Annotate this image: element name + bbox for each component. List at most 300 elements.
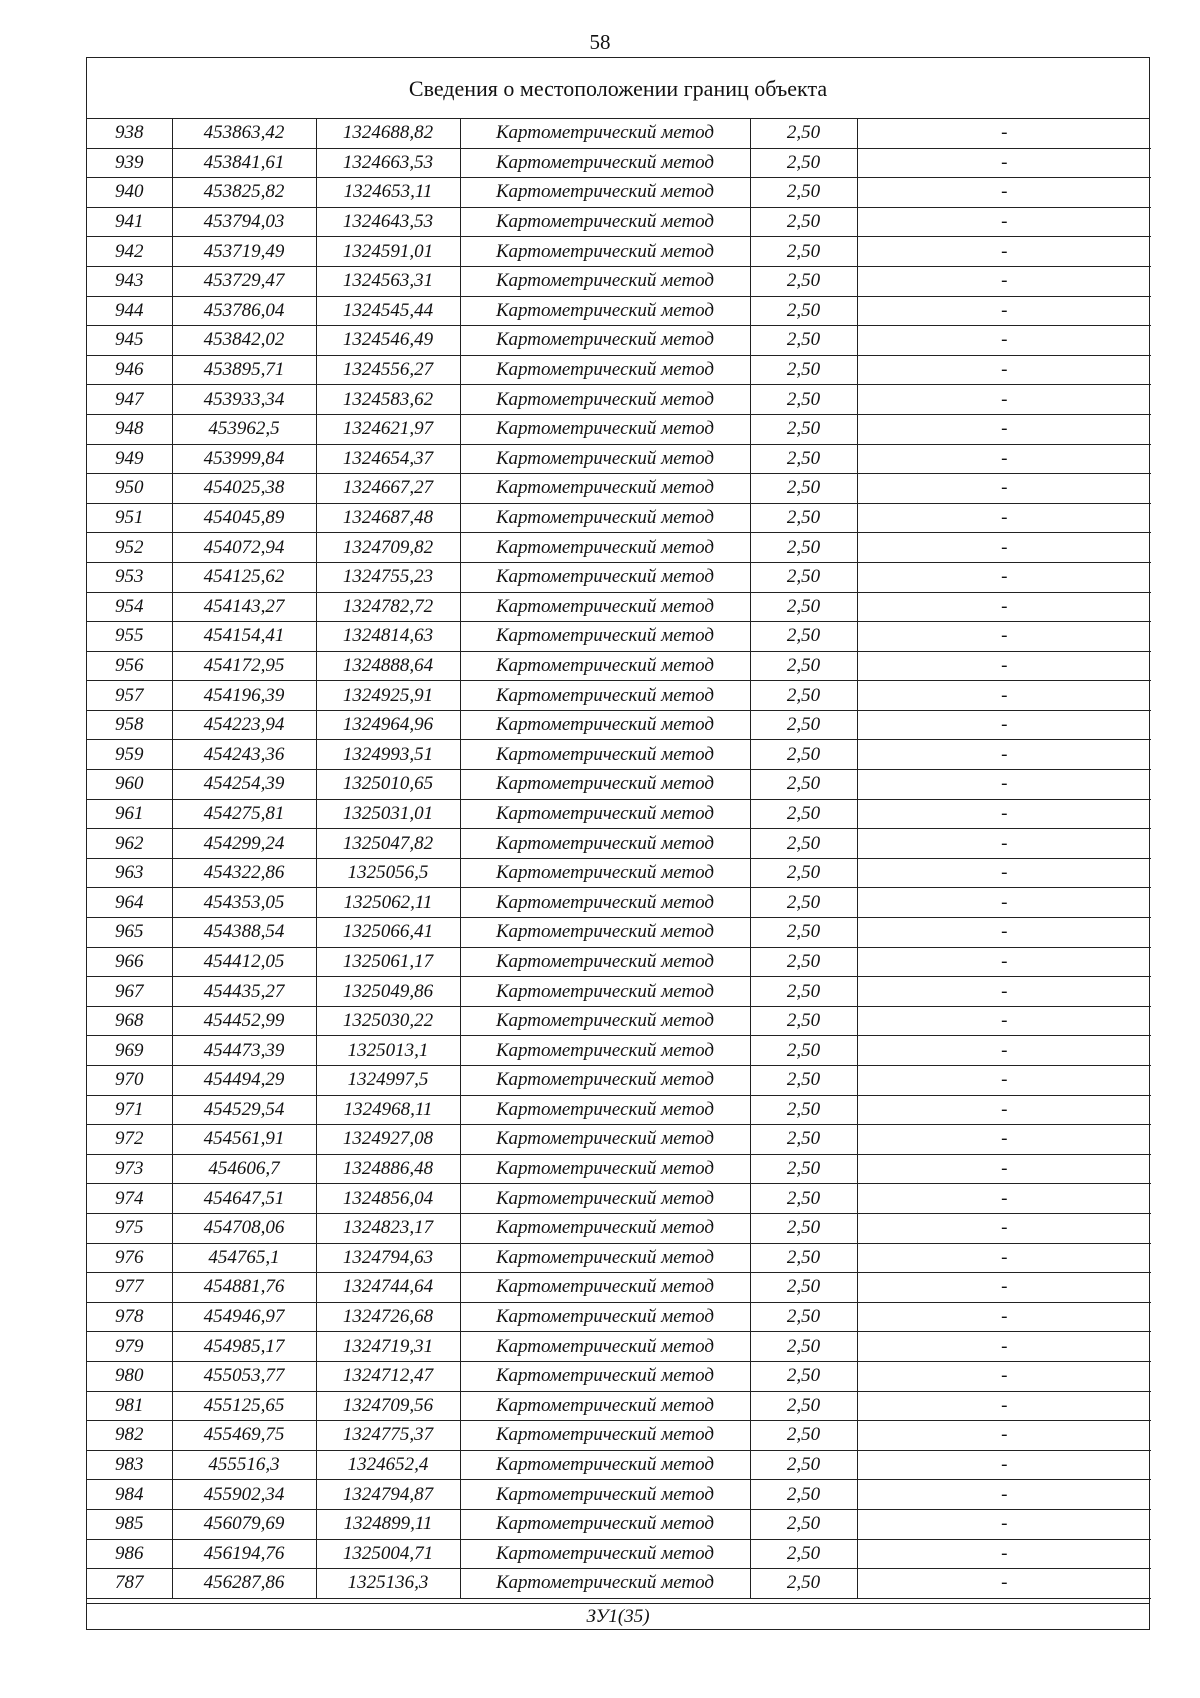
point-number-cell: 945 — [87, 326, 172, 356]
description-cell: - — [857, 296, 1151, 326]
coordinates-table-body — [87, 119, 1151, 1598]
x-coordinate-cell: 454606,7 — [172, 1154, 316, 1184]
x-coordinate-cell: 453842,02 — [172, 326, 316, 356]
y-coordinate-cell: 1324755,23 — [316, 562, 460, 592]
accuracy-cell: 2,50 — [750, 1509, 857, 1539]
description-cell: - — [857, 237, 1151, 267]
x-coordinate-cell: 454223,94 — [172, 710, 316, 740]
point-number-cell: 939 — [87, 148, 172, 178]
point-number-cell: 950 — [87, 474, 172, 504]
y-coordinate-cell: 1324744,64 — [316, 1273, 460, 1303]
x-coordinate-cell: 455053,77 — [172, 1361, 316, 1391]
point-number-cell: 951 — [87, 503, 172, 533]
table-row — [87, 148, 1151, 178]
point-number-cell: 972 — [87, 1125, 172, 1155]
point-number-cell: 983 — [87, 1450, 172, 1480]
table-row — [87, 178, 1151, 208]
method-cell: Картометрический метод — [460, 710, 750, 740]
x-coordinate-cell: 454125,62 — [172, 562, 316, 592]
point-number-cell: 955 — [87, 622, 172, 652]
y-coordinate-cell: 1325047,82 — [316, 829, 460, 859]
accuracy-cell: 2,50 — [750, 414, 857, 444]
x-coordinate-cell: 455516,3 — [172, 1450, 316, 1480]
method-cell: Картометрический метод — [460, 622, 750, 652]
accuracy-cell: 2,50 — [750, 355, 857, 385]
y-coordinate-cell: 1325013,1 — [316, 1036, 460, 1066]
method-cell: Картометрический метод — [460, 444, 750, 474]
x-coordinate-cell: 453863,42 — [172, 119, 316, 148]
method-cell: Картометрический метод — [460, 414, 750, 444]
method-cell: Картометрический метод — [460, 592, 750, 622]
x-coordinate-cell: 454985,17 — [172, 1332, 316, 1362]
point-number-cell: 959 — [87, 740, 172, 770]
description-cell: - — [857, 1539, 1151, 1569]
description-cell: - — [857, 1332, 1151, 1362]
table-row — [87, 1125, 1151, 1155]
method-cell: Картометрический метод — [460, 1509, 750, 1539]
x-coordinate-cell: 454881,76 — [172, 1273, 316, 1303]
accuracy-cell: 2,50 — [750, 385, 857, 415]
table-row — [87, 1302, 1151, 1332]
accuracy-cell: 2,50 — [750, 1332, 857, 1362]
accuracy-cell: 2,50 — [750, 829, 857, 859]
table-row — [87, 474, 1151, 504]
description-cell: - — [857, 444, 1151, 474]
point-number-cell: 963 — [87, 858, 172, 888]
method-cell: Картометрический метод — [460, 296, 750, 326]
y-coordinate-cell: 1324688,82 — [316, 119, 460, 148]
y-coordinate-cell: 1325010,65 — [316, 770, 460, 800]
x-coordinate-cell: 454254,39 — [172, 770, 316, 800]
point-number-cell: 984 — [87, 1480, 172, 1510]
y-coordinate-cell: 1325136,3 — [316, 1569, 460, 1599]
accuracy-cell: 2,50 — [750, 977, 857, 1007]
y-coordinate-cell: 1324993,51 — [316, 740, 460, 770]
accuracy-cell: 2,50 — [750, 562, 857, 592]
method-cell: Картометрический метод — [460, 1421, 750, 1451]
table-row — [87, 710, 1151, 740]
point-number-cell: 968 — [87, 1006, 172, 1036]
table-row — [87, 681, 1151, 711]
y-coordinate-cell: 1324888,64 — [316, 651, 460, 681]
accuracy-cell: 2,50 — [750, 622, 857, 652]
table-row — [87, 1036, 1151, 1066]
table-row — [87, 977, 1151, 1007]
x-coordinate-cell: 454435,27 — [172, 977, 316, 1007]
y-coordinate-cell: 1324719,31 — [316, 1332, 460, 1362]
y-coordinate-cell: 1325031,01 — [316, 799, 460, 829]
description-cell: - — [857, 414, 1151, 444]
method-cell: Картометрический метод — [460, 207, 750, 237]
y-coordinate-cell: 1324583,62 — [316, 385, 460, 415]
y-coordinate-cell: 1324654,37 — [316, 444, 460, 474]
table-row — [87, 858, 1151, 888]
x-coordinate-cell: 456287,86 — [172, 1569, 316, 1599]
method-cell: Картометрический метод — [460, 562, 750, 592]
description-cell: - — [857, 562, 1151, 592]
table-row — [87, 1391, 1151, 1421]
point-number-cell: 967 — [87, 977, 172, 1007]
page-number: 58 — [589, 30, 611, 54]
description-cell: - — [857, 1006, 1151, 1036]
description-cell: - — [857, 740, 1151, 770]
description-cell: - — [857, 1066, 1151, 1096]
x-coordinate-cell: 454494,29 — [172, 1066, 316, 1096]
table-row — [87, 414, 1151, 444]
y-coordinate-cell: 1324775,37 — [316, 1421, 460, 1451]
accuracy-cell: 2,50 — [750, 1184, 857, 1214]
x-coordinate-cell: 453794,03 — [172, 207, 316, 237]
y-coordinate-cell: 1324709,56 — [316, 1391, 460, 1421]
accuracy-cell: 2,50 — [750, 799, 857, 829]
description-cell: - — [857, 1421, 1151, 1451]
accuracy-cell: 2,50 — [750, 266, 857, 296]
accuracy-cell: 2,50 — [750, 503, 857, 533]
method-cell: Картометрический метод — [460, 829, 750, 859]
x-coordinate-cell: 453825,82 — [172, 178, 316, 208]
point-number-cell: 973 — [87, 1154, 172, 1184]
method-cell: Картометрический метод — [460, 1450, 750, 1480]
x-coordinate-cell: 454243,36 — [172, 740, 316, 770]
x-coordinate-cell: 454353,05 — [172, 888, 316, 918]
description-cell: - — [857, 1184, 1151, 1214]
y-coordinate-cell: 1324712,47 — [316, 1361, 460, 1391]
table-row — [87, 1569, 1151, 1599]
accuracy-cell: 2,50 — [750, 651, 857, 681]
description-cell: - — [857, 888, 1151, 918]
method-cell: Картометрический метод — [460, 1125, 750, 1155]
y-coordinate-cell: 1324709,82 — [316, 533, 460, 563]
table-row — [87, 237, 1151, 267]
table-row — [87, 1421, 1151, 1451]
table-row — [87, 503, 1151, 533]
y-coordinate-cell: 1324545,44 — [316, 296, 460, 326]
accuracy-cell: 2,50 — [750, 444, 857, 474]
table-row — [87, 1213, 1151, 1243]
accuracy-cell: 2,50 — [750, 1154, 857, 1184]
table-row — [87, 207, 1151, 237]
method-cell: Картометрический метод — [460, 1036, 750, 1066]
table-row — [87, 562, 1151, 592]
x-coordinate-cell: 454072,94 — [172, 533, 316, 563]
y-coordinate-cell: 1324925,91 — [316, 681, 460, 711]
x-coordinate-cell: 453719,49 — [172, 237, 316, 267]
accuracy-cell: 2,50 — [750, 888, 857, 918]
point-number-cell: 947 — [87, 385, 172, 415]
description-cell: - — [857, 148, 1151, 178]
description-cell: - — [857, 681, 1151, 711]
x-coordinate-cell: 454708,06 — [172, 1213, 316, 1243]
description-cell: - — [857, 1095, 1151, 1125]
description-cell: - — [857, 1302, 1151, 1332]
point-number-cell: 941 — [87, 207, 172, 237]
point-number-cell: 970 — [87, 1066, 172, 1096]
accuracy-cell: 2,50 — [750, 770, 857, 800]
table-row — [87, 355, 1151, 385]
accuracy-cell: 2,50 — [750, 681, 857, 711]
method-cell: Картометрический метод — [460, 119, 750, 148]
x-coordinate-cell: 456079,69 — [172, 1509, 316, 1539]
description-cell: - — [857, 178, 1151, 208]
x-coordinate-cell: 455902,34 — [172, 1480, 316, 1510]
description-cell: - — [857, 474, 1151, 504]
description-cell: - — [857, 1450, 1151, 1480]
method-cell: Картометрический метод — [460, 503, 750, 533]
method-cell: Картометрический метод — [460, 1213, 750, 1243]
accuracy-cell: 2,50 — [750, 1125, 857, 1155]
table-row — [87, 622, 1151, 652]
method-cell: Картометрический метод — [460, 918, 750, 948]
point-number-cell: 949 — [87, 444, 172, 474]
accuracy-cell: 2,50 — [750, 947, 857, 977]
point-number-cell: 946 — [87, 355, 172, 385]
x-coordinate-cell: 454647,51 — [172, 1184, 316, 1214]
accuracy-cell: 2,50 — [750, 740, 857, 770]
y-coordinate-cell: 1324794,63 — [316, 1243, 460, 1273]
y-coordinate-cell: 1325049,86 — [316, 977, 460, 1007]
accuracy-cell: 2,50 — [750, 237, 857, 267]
description-cell: - — [857, 119, 1151, 148]
accuracy-cell: 2,50 — [750, 1213, 857, 1243]
table-row — [87, 651, 1151, 681]
description-cell: - — [857, 1213, 1151, 1243]
point-number-cell: 979 — [87, 1332, 172, 1362]
y-coordinate-cell: 1325066,41 — [316, 918, 460, 948]
table-row — [87, 740, 1151, 770]
y-coordinate-cell: 1324667,27 — [316, 474, 460, 504]
table-row — [87, 296, 1151, 326]
point-number-cell: 969 — [87, 1036, 172, 1066]
y-coordinate-cell: 1324823,17 — [316, 1213, 460, 1243]
point-number-cell: 958 — [87, 710, 172, 740]
accuracy-cell: 2,50 — [750, 1450, 857, 1480]
description-cell: - — [857, 385, 1151, 415]
y-coordinate-cell: 1324782,72 — [316, 592, 460, 622]
x-coordinate-cell: 455125,65 — [172, 1391, 316, 1421]
y-coordinate-cell: 1324643,53 — [316, 207, 460, 237]
description-cell: - — [857, 829, 1151, 859]
table-row — [87, 1154, 1151, 1184]
table-row — [87, 1184, 1151, 1214]
description-cell: - — [857, 1361, 1151, 1391]
method-cell: Картометрический метод — [460, 1154, 750, 1184]
method-cell: Картометрический метод — [460, 178, 750, 208]
point-number-cell: 961 — [87, 799, 172, 829]
point-number-cell: 952 — [87, 533, 172, 563]
description-cell: - — [857, 503, 1151, 533]
point-number-cell: 962 — [87, 829, 172, 859]
method-cell: Картометрический метод — [460, 1361, 750, 1391]
method-cell: Картометрический метод — [460, 858, 750, 888]
point-number-cell: 964 — [87, 888, 172, 918]
table-row — [87, 947, 1151, 977]
accuracy-cell: 2,50 — [750, 178, 857, 208]
object-code: ЗУ1(35) — [87, 1603, 1149, 1629]
accuracy-cell: 2,50 — [750, 1302, 857, 1332]
x-coordinate-cell: 455469,75 — [172, 1421, 316, 1451]
x-coordinate-cell: 453999,84 — [172, 444, 316, 474]
y-coordinate-cell: 1325056,5 — [316, 858, 460, 888]
method-cell: Картометрический метод — [460, 326, 750, 356]
accuracy-cell: 2,50 — [750, 148, 857, 178]
x-coordinate-cell: 456194,76 — [172, 1539, 316, 1569]
point-number-cell: 942 — [87, 237, 172, 267]
point-number-cell: 978 — [87, 1302, 172, 1332]
x-coordinate-cell: 454452,99 — [172, 1006, 316, 1036]
table-row — [87, 385, 1151, 415]
table-row — [87, 1450, 1151, 1480]
method-cell: Картометрический метод — [460, 1273, 750, 1303]
table-row — [87, 1539, 1151, 1569]
table-row — [87, 1361, 1151, 1391]
point-number-cell: 971 — [87, 1095, 172, 1125]
x-coordinate-cell: 454045,89 — [172, 503, 316, 533]
description-cell: - — [857, 1480, 1151, 1510]
method-cell: Картометрический метод — [460, 266, 750, 296]
y-coordinate-cell: 1324886,48 — [316, 1154, 460, 1184]
accuracy-cell: 2,50 — [750, 858, 857, 888]
method-cell: Картометрический метод — [460, 1243, 750, 1273]
description-cell: - — [857, 977, 1151, 1007]
x-coordinate-cell: 453895,71 — [172, 355, 316, 385]
method-cell: Картометрический метод — [460, 888, 750, 918]
y-coordinate-cell: 1324856,04 — [316, 1184, 460, 1214]
method-cell: Картометрический метод — [460, 385, 750, 415]
x-coordinate-cell: 454299,24 — [172, 829, 316, 859]
accuracy-cell: 2,50 — [750, 1243, 857, 1273]
description-cell: - — [857, 326, 1151, 356]
point-number-cell: 957 — [87, 681, 172, 711]
description-cell: - — [857, 592, 1151, 622]
description-cell: - — [857, 1391, 1151, 1421]
description-cell: - — [857, 266, 1151, 296]
accuracy-cell: 2,50 — [750, 592, 857, 622]
accuracy-cell: 2,50 — [750, 1361, 857, 1391]
method-cell: Картометрический метод — [460, 148, 750, 178]
point-number-cell: 981 — [87, 1391, 172, 1421]
description-cell: - — [857, 207, 1151, 237]
table-row — [87, 326, 1151, 356]
x-coordinate-cell: 453933,34 — [172, 385, 316, 415]
method-cell: Картометрический метод — [460, 355, 750, 385]
method-cell: Картометрический метод — [460, 1066, 750, 1096]
accuracy-cell: 2,50 — [750, 710, 857, 740]
description-cell: - — [857, 622, 1151, 652]
description-cell: - — [857, 918, 1151, 948]
point-number-cell: 986 — [87, 1539, 172, 1569]
y-coordinate-cell: 1324652,4 — [316, 1450, 460, 1480]
y-coordinate-cell: 1324794,87 — [316, 1480, 460, 1510]
description-cell: - — [857, 947, 1151, 977]
method-cell: Картометрический метод — [460, 1391, 750, 1421]
y-coordinate-cell: 1324814,63 — [316, 622, 460, 652]
table-row — [87, 1332, 1151, 1362]
method-cell: Картометрический метод — [460, 977, 750, 1007]
description-cell: - — [857, 1273, 1151, 1303]
table-row — [87, 918, 1151, 948]
accuracy-cell: 2,50 — [750, 1036, 857, 1066]
table-row — [87, 266, 1151, 296]
description-cell: - — [857, 1125, 1151, 1155]
accuracy-cell: 2,50 — [750, 1539, 857, 1569]
x-coordinate-cell: 454154,41 — [172, 622, 316, 652]
table-row — [87, 592, 1151, 622]
point-number-cell: 977 — [87, 1273, 172, 1303]
table-row — [87, 444, 1151, 474]
point-number-cell: 960 — [87, 770, 172, 800]
table-row — [87, 829, 1151, 859]
x-coordinate-cell: 454275,81 — [172, 799, 316, 829]
method-cell: Картометрический метод — [460, 799, 750, 829]
method-cell: Картометрический метод — [460, 1569, 750, 1599]
description-cell: - — [857, 651, 1151, 681]
y-coordinate-cell: 1324997,5 — [316, 1066, 460, 1096]
accuracy-cell: 2,50 — [750, 1569, 857, 1599]
point-number-cell: 975 — [87, 1213, 172, 1243]
description-cell: - — [857, 710, 1151, 740]
x-coordinate-cell: 454412,05 — [172, 947, 316, 977]
y-coordinate-cell: 1324927,08 — [316, 1125, 460, 1155]
description-cell: - — [857, 1243, 1151, 1273]
y-coordinate-cell: 1324899,11 — [316, 1509, 460, 1539]
point-number-cell: 980 — [87, 1361, 172, 1391]
x-coordinate-cell: 454196,39 — [172, 681, 316, 711]
point-number-cell: 956 — [87, 651, 172, 681]
y-coordinate-cell: 1325062,11 — [316, 888, 460, 918]
x-coordinate-cell: 454025,38 — [172, 474, 316, 504]
x-coordinate-cell: 454946,97 — [172, 1302, 316, 1332]
method-cell: Картометрический метод — [460, 740, 750, 770]
x-coordinate-cell: 454388,54 — [172, 918, 316, 948]
y-coordinate-cell: 1324546,49 — [316, 326, 460, 356]
table-row — [87, 1095, 1151, 1125]
point-number-cell: 982 — [87, 1421, 172, 1451]
table-row — [87, 1006, 1151, 1036]
x-coordinate-cell: 454172,95 — [172, 651, 316, 681]
method-cell: Картометрический метод — [460, 1332, 750, 1362]
table-row — [87, 533, 1151, 563]
method-cell: Картометрический метод — [460, 1480, 750, 1510]
point-number-cell: 938 — [87, 119, 172, 148]
method-cell: Картометрический метод — [460, 1302, 750, 1332]
method-cell: Картометрический метод — [460, 533, 750, 563]
table-row — [87, 1066, 1151, 1096]
accuracy-cell: 2,50 — [750, 918, 857, 948]
method-cell: Картометрический метод — [460, 681, 750, 711]
x-coordinate-cell: 453841,61 — [172, 148, 316, 178]
method-cell: Картометрический метод — [460, 1095, 750, 1125]
point-number-cell: 974 — [87, 1184, 172, 1214]
description-cell: - — [857, 1154, 1151, 1184]
method-cell: Картометрический метод — [460, 947, 750, 977]
description-cell: - — [857, 1509, 1151, 1539]
table-row — [87, 1480, 1151, 1510]
description-cell: - — [857, 770, 1151, 800]
accuracy-cell: 2,50 — [750, 1391, 857, 1421]
table-row — [87, 799, 1151, 829]
accuracy-cell: 2,50 — [750, 1480, 857, 1510]
accuracy-cell: 2,50 — [750, 1273, 857, 1303]
point-number-cell: 966 — [87, 947, 172, 977]
table-row — [87, 1509, 1151, 1539]
point-number-cell: 965 — [87, 918, 172, 948]
sheet-title: Сведения о местоположении границ объекта — [87, 58, 1149, 119]
point-number-cell: 948 — [87, 414, 172, 444]
point-number-cell: 953 — [87, 562, 172, 592]
x-coordinate-cell: 453729,47 — [172, 266, 316, 296]
coordinates-table — [87, 119, 1151, 1599]
y-coordinate-cell: 1324556,27 — [316, 355, 460, 385]
